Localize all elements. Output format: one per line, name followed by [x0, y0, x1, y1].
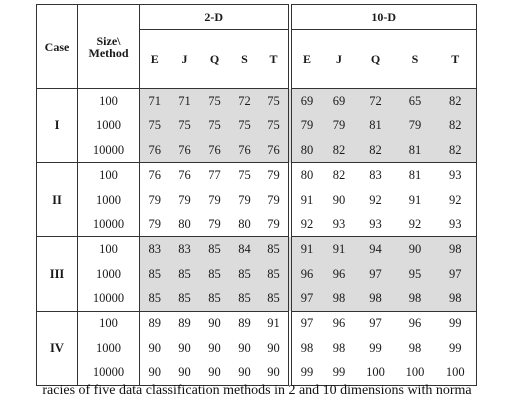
- accuracy-cell-10d: 100: [435, 360, 477, 385]
- accuracy-cell-2d: 85: [230, 286, 260, 311]
- accuracy-cell-2d: 76: [200, 138, 230, 163]
- accuracy-cell-2d: 85: [260, 262, 290, 286]
- method-header-10d: E: [290, 30, 323, 89]
- accuracy-cell-10d: 79: [290, 113, 323, 137]
- accuracy-cell-2d: 75: [260, 113, 290, 137]
- accuracy-cell-10d: 94: [356, 237, 396, 262]
- accuracy-cell-10d: 92: [449, 192, 462, 207]
- accuracy-cell-10d: 69: [290, 89, 323, 114]
- accuracy-cell-2d: 76: [230, 138, 260, 163]
- accuracy-cell-2d: 75: [140, 113, 170, 137]
- method-header-10d: S: [396, 30, 435, 89]
- accuracy-cell-2d: 85: [200, 286, 230, 311]
- accuracy-cell-2d: 90: [238, 340, 251, 355]
- sample-size-cell: 100: [78, 311, 140, 336]
- table-row: [37, 113, 477, 137]
- accuracy-cell-10d: 90: [332, 192, 346, 207]
- accuracy-cell-2d: 85: [200, 262, 230, 286]
- accuracy-cell-2d: 75: [200, 113, 230, 137]
- accuracy-cell-10d: 91: [323, 237, 356, 262]
- accuracy-cell-10d: 98: [435, 237, 477, 262]
- table-row: [37, 237, 477, 262]
- sample-size-cell: 10000: [78, 138, 140, 163]
- accuracy-cell-10d: 96: [290, 262, 323, 286]
- accuracy-cell-10d: 91: [408, 192, 422, 207]
- accuracy-cell-2d: 79: [260, 212, 290, 237]
- accuracy-cell-10d: 92: [290, 212, 323, 237]
- accuracy-cell-10d: 98: [332, 340, 346, 355]
- accuracy-cell-2d: 85: [140, 286, 170, 311]
- method-header-10d: Q: [356, 30, 396, 89]
- accuracy-cell-2d: 84: [230, 237, 260, 262]
- accuracy-cell-2d: 79: [178, 192, 191, 207]
- accuracy-cell-2d: 85: [170, 286, 200, 311]
- accuracy-cell-10d: 97: [435, 262, 477, 286]
- table-row: [37, 262, 477, 286]
- accuracy-cell-2d: 90: [170, 360, 200, 385]
- accuracy-cell-2d: 90: [200, 360, 230, 385]
- accuracy-cell-10d: 97: [356, 262, 396, 286]
- accuracy-cell-2d: 90: [148, 340, 161, 355]
- accuracy-cell-10d: 100: [356, 360, 396, 385]
- accuracy-cell-2d: 89: [148, 316, 161, 331]
- method-header-2d: J: [170, 30, 200, 89]
- group-header-10d: 10-D: [290, 5, 477, 30]
- accuracy-cell-10d: 99: [323, 360, 356, 385]
- accuracy-cell-10d: 98: [408, 340, 422, 355]
- accuracy-cell-10d: 79: [323, 113, 356, 137]
- accuracy-cell-10d: 79: [396, 113, 435, 137]
- size-method-label: Size\ Method: [88, 33, 129, 60]
- accuracy-cell-2d: 75: [230, 113, 260, 137]
- sample-size-cell: 10000: [78, 286, 140, 311]
- accuracy-cell-10d: 96: [332, 316, 346, 331]
- table-row: [37, 212, 477, 237]
- sample-size-cell: 10000: [78, 360, 140, 385]
- method-header-2d: S: [230, 30, 260, 89]
- sample-size-cell: 10000: [78, 212, 140, 237]
- accuracy-cell-10d: 81: [396, 138, 435, 163]
- accuracy-cell-10d: 96: [408, 316, 422, 331]
- accuracy-cell-2d: 83: [170, 237, 200, 262]
- accuracy-cell-10d: 69: [323, 89, 356, 114]
- accuracy-cell-2d: 85: [260, 286, 290, 311]
- accuracy-cell-2d: 79: [267, 168, 280, 183]
- sample-size-cell: 100: [78, 163, 140, 188]
- accuracy-cell-10d: 93: [435, 212, 477, 237]
- accuracy-cell-2d: 76: [170, 138, 200, 163]
- accuracy-cell-2d: 75: [238, 168, 251, 183]
- accuracy-cell-10d: 93: [356, 212, 396, 237]
- case-label: II: [37, 163, 78, 237]
- accuracy-cell-10d: 80: [290, 163, 323, 188]
- accuracy-cell-10d: 98: [396, 286, 435, 311]
- accuracy-cell-10d: 92: [369, 192, 382, 207]
- sample-size-cell: 100: [78, 89, 140, 114]
- sample-size-cell: 100: [78, 237, 140, 262]
- accuracy-cell-2d: 85: [200, 237, 230, 262]
- accuracy-table: [36, 4, 477, 386]
- accuracy-cell-2d: 79: [238, 192, 251, 207]
- accuracy-cell-10d: 82: [356, 138, 396, 163]
- accuracy-cell-10d: 93: [323, 212, 356, 237]
- method-header-2d: Q: [200, 30, 230, 89]
- sample-size-cell: 1000: [78, 113, 140, 137]
- accuracy-cell-10d: 99: [369, 340, 382, 355]
- case-label: IV: [37, 311, 78, 385]
- accuracy-cell-2d: 85: [170, 262, 200, 286]
- accuracy-cell-2d: 90: [140, 360, 170, 385]
- table-row: [37, 311, 477, 336]
- table-row: [37, 138, 477, 163]
- accuracy-cell-2d: 75: [170, 113, 200, 137]
- table-caption: racies of five data classification methods in 2 and 10 dimensions with norma: [42, 383, 472, 398]
- accuracy-cell-2d: 75: [260, 89, 290, 114]
- accuracy-cell-10d: 80: [290, 138, 323, 163]
- accuracy-cell-2d: 76: [260, 138, 290, 163]
- accuracy-cell-2d: 80: [170, 212, 200, 237]
- accuracy-cell-10d: 82: [435, 113, 477, 137]
- accuracy-cell-10d: 82: [435, 89, 477, 114]
- accuracy-cell-2d: 72: [230, 89, 260, 114]
- accuracy-cell-2d: 85: [230, 262, 260, 286]
- accuracy-cell-10d: 96: [323, 262, 356, 286]
- accuracy-cell-10d: 99: [290, 360, 323, 385]
- accuracy-cell-2d: 85: [140, 262, 170, 286]
- accuracy-cell-10d: 91: [290, 237, 323, 262]
- accuracy-cell-10d: 82: [332, 168, 346, 183]
- table-header: [37, 5, 477, 89]
- accuracy-cell-2d: 79: [148, 192, 161, 207]
- accuracy-cell-10d: 97: [369, 316, 382, 331]
- method-header-2d: T: [260, 30, 290, 89]
- accuracy-cell-10d: 98: [323, 286, 356, 311]
- method-header-2d: E: [140, 30, 170, 89]
- accuracy-cell-2d: 71: [170, 89, 200, 114]
- accuracy-cell-2d: 77: [208, 168, 221, 183]
- accuracy-cell-10d: 97: [290, 311, 323, 336]
- sample-size-cell: 1000: [78, 262, 140, 286]
- accuracy-cell-2d: 75: [200, 89, 230, 114]
- accuracy-cell-2d: 76: [140, 138, 170, 163]
- table-row: [37, 188, 477, 212]
- accuracy-cell-2d: 76: [178, 168, 191, 183]
- table-row: [37, 89, 477, 114]
- accuracy-cell-2d: 89: [178, 316, 191, 331]
- accuracy-cell-10d: 100: [396, 360, 435, 385]
- accuracy-cell-10d: 83: [369, 168, 382, 183]
- case-column-header: Case: [37, 5, 78, 89]
- accuracy-cell-2d: 90: [178, 340, 191, 355]
- accuracy-cell-2d: 80: [230, 212, 260, 237]
- size-method-column-header: [78, 5, 140, 89]
- accuracy-cell-2d: 89: [238, 316, 251, 331]
- accuracy-cell-10d: 92: [396, 212, 435, 237]
- accuracy-cell-10d: 98: [356, 286, 396, 311]
- accuracy-cell-2d: 79: [208, 192, 221, 207]
- table-row: [37, 163, 477, 188]
- accuracy-cell-2d: 71: [140, 89, 170, 114]
- accuracy-cell-10d: 93: [449, 168, 462, 183]
- table-body: [37, 89, 477, 386]
- accuracy-cell-10d: 99: [449, 316, 462, 331]
- accuracy-cell-2d: 90: [230, 360, 260, 385]
- accuracy-cell-2d: 79: [267, 192, 280, 207]
- accuracy-cell-10d: 82: [435, 138, 477, 163]
- accuracy-cell-2d: 90: [267, 340, 280, 355]
- accuracy-cell-10d: 81: [356, 113, 396, 137]
- method-header-10d: J: [323, 30, 356, 89]
- accuracy-cell-2d: 83: [140, 237, 170, 262]
- accuracy-cell-2d: 85: [260, 237, 290, 262]
- method-header-10d: T: [435, 30, 477, 89]
- table-row: [37, 336, 477, 360]
- sample-size-cell: 1000: [78, 188, 140, 212]
- table-row: [37, 360, 477, 385]
- table-row: [37, 286, 477, 311]
- accuracy-cell-2d: 79: [200, 212, 230, 237]
- group-header-2d: 2-D: [140, 5, 290, 30]
- accuracy-cell-10d: 95: [396, 262, 435, 286]
- sample-size-cell: 1000: [78, 336, 140, 360]
- accuracy-cell-2d: 91: [267, 316, 280, 331]
- accuracy-cell-10d: 65: [396, 89, 435, 114]
- accuracy-cell-2d: 79: [140, 212, 170, 237]
- accuracy-cell-10d: 82: [323, 138, 356, 163]
- accuracy-cell-10d: 91: [290, 188, 323, 212]
- case-label: III: [37, 237, 78, 311]
- accuracy-cell-10d: 81: [408, 168, 422, 183]
- accuracy-cell-10d: 97: [290, 286, 323, 311]
- accuracy-cell-10d: 99: [449, 340, 462, 355]
- accuracy-cell-2d: 90: [208, 316, 221, 331]
- case-label: I: [37, 89, 78, 163]
- accuracy-cell-10d: 72: [356, 89, 396, 114]
- accuracy-cell-10d: 98: [290, 336, 323, 360]
- accuracy-cell-2d: 90: [208, 340, 221, 355]
- accuracy-cell-10d: 98: [435, 286, 477, 311]
- accuracy-cell-10d: 90: [396, 237, 435, 262]
- accuracy-cell-2d: 90: [260, 360, 290, 385]
- accuracy-cell-2d: 76: [148, 168, 161, 183]
